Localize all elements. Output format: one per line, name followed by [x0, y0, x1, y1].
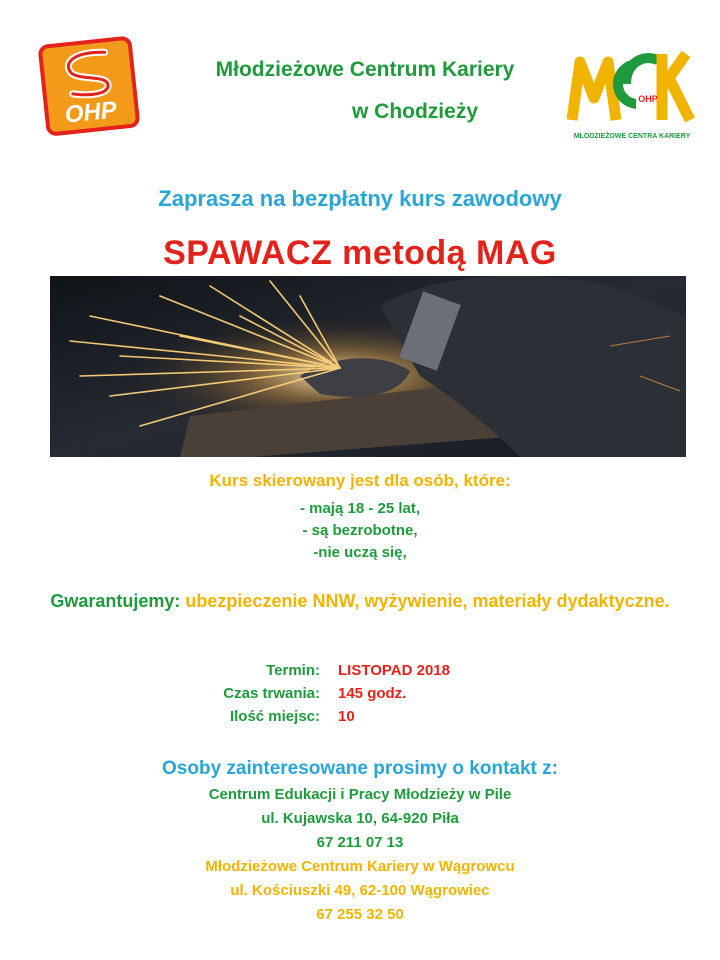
requirement-item: - mają 18 - 25 lat, — [299, 500, 421, 517]
course-title-main: SPAWACZ — [163, 234, 333, 272]
term-label: Termin: — [266, 662, 320, 679]
term-value: LISTOPAD 2018 — [338, 662, 450, 679]
ohp-logo-text: OHP — [63, 96, 119, 129]
requirement-item: -nie uczą się, — [313, 544, 407, 561]
requirement-item: - są bezrobotne, — [302, 522, 418, 539]
organization-name: Młodzieżowe Centrum Kariery — [215, 58, 515, 81]
mck-logo — [566, 40, 698, 144]
guarantee-text: ubezpieczenie NNW, wyżywienie, materiały dydaktyczne. — [180, 591, 670, 611]
duration-value: 145 godz. — [338, 685, 407, 702]
guarantee-label: Gwarantujemy: — [50, 591, 181, 611]
ohp-logo — [38, 34, 142, 138]
target-group-heading: Kurs skierowany jest dla osób, które: — [209, 471, 511, 490]
office2-phone: 67 255 32 50 — [316, 906, 404, 923]
invitation-text: Zaprasza na bezpłatny kurs zawodowy — [158, 186, 562, 211]
mck-logo-caption: MŁODZIEŻOWE CENTRA KARIERY — [573, 133, 691, 140]
office1-name: Centrum Edukacji i Pracy Młodzieży w Pile — [208, 786, 512, 803]
welding-sparks-photo — [50, 276, 686, 457]
duration-label: Czas trwania: — [223, 685, 320, 702]
organization-location: w Chodzieży — [351, 100, 478, 123]
office1-address: ul. Kujawska 10, 64-920 Piła — [261, 810, 459, 827]
office1-phone: 67 211 07 13 — [316, 834, 404, 851]
office2-address: ul. Kościuszki 49, 62-100 Wągrowiec — [230, 882, 490, 899]
office2-name: Młodzieżowe Centrum Kariery w Wągrowcu — [205, 858, 515, 875]
guarantee-section — [50, 590, 670, 612]
mck-logo-inner-text: OHP — [638, 94, 658, 104]
course-title — [0, 234, 720, 273]
course-title-method: metodą MAG — [332, 234, 557, 272]
seats-value: 10 — [338, 708, 355, 725]
contact-heading: Osoby zainteresowane prosimy o kontakt z: — [162, 758, 558, 779]
seats-label: Ilość miejsc: — [229, 708, 320, 725]
